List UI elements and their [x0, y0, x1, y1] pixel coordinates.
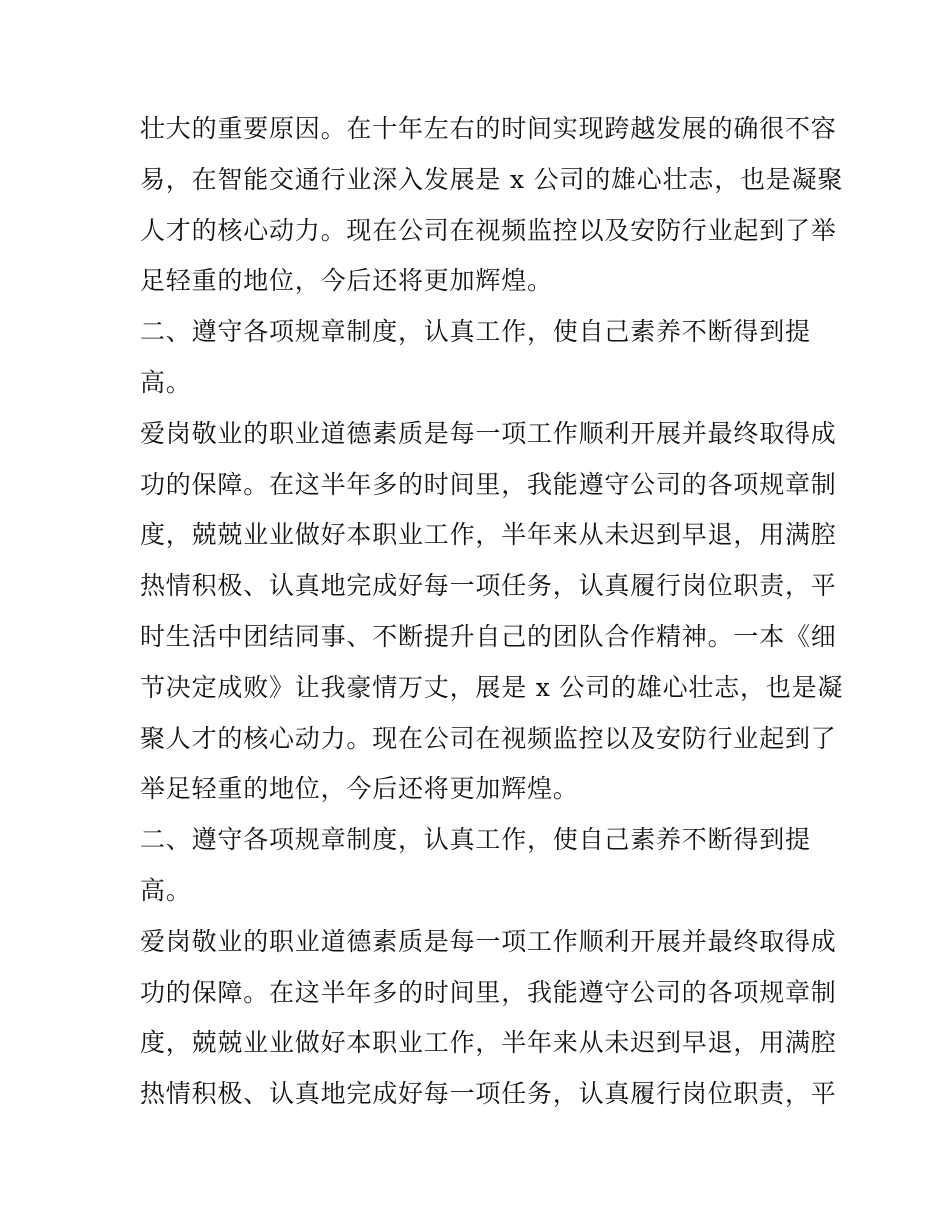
text-line: 易，在智能交通行业深入发展是 x 公司的雄心壮志，也是凝聚	[140, 164, 844, 194]
section-heading-line: 二、遵守各项规章制度，认真工作，使自己素养不断得到提	[140, 317, 811, 347]
text-line: 爱岗敬业的职业道德素质是每一项工作顺利开展并最终取得成	[140, 418, 837, 448]
text-line: 功的保障。在这半年多的时间里，我能遵守公司的各项规章制	[140, 469, 837, 499]
section-heading-line: 高。	[140, 875, 192, 905]
document-body	[140, 104, 844, 1120]
section-heading-line: 二、遵守各项规章制度，认真工作，使自己素养不断得到提	[140, 825, 811, 855]
text-line: 聚人才的核心动力。现在公司在视频监控以及安防行业起到了	[140, 723, 837, 753]
text-line: 壮大的重要原因。在十年左右的时间实现跨越发展的确很不容	[140, 114, 837, 143]
text-line: 爱岗敬业的职业道德素质是每一项工作顺利开展并最终取得成	[140, 926, 837, 956]
text-line: 人才的核心动力。现在公司在视频监控以及安防行业起到了举	[140, 215, 837, 245]
text-line: 度，兢兢业业做好本职业工作，半年来从未迟到早退，用满腔	[140, 1028, 837, 1058]
text-line: 举足轻重的地位，今后还将更加辉煌。	[140, 774, 579, 804]
text-line: 热情积极、认真地完成好每一项任务，认真履行岗位职责，平	[140, 1079, 837, 1109]
text-line: 时生活中团结同事、不断提升自己的团队合作精神。一本《细	[140, 621, 837, 651]
text-line: 足轻重的地位，今后还将更加辉煌。	[140, 266, 553, 296]
text-line: 节决定成败》让我豪情万丈，展是 x 公司的雄心壮志，也是凝	[140, 672, 844, 702]
text-line: 度，兢兢业业做好本职业工作，半年来从未迟到早退，用满腔	[140, 520, 837, 550]
text-line: 热情积极、认真地完成好每一项任务，认真履行岗位职责，平	[140, 571, 837, 601]
text-line: 功的保障。在这半年多的时间里，我能遵守公司的各项规章制	[140, 977, 837, 1007]
section-heading-line: 高。	[140, 367, 192, 397]
